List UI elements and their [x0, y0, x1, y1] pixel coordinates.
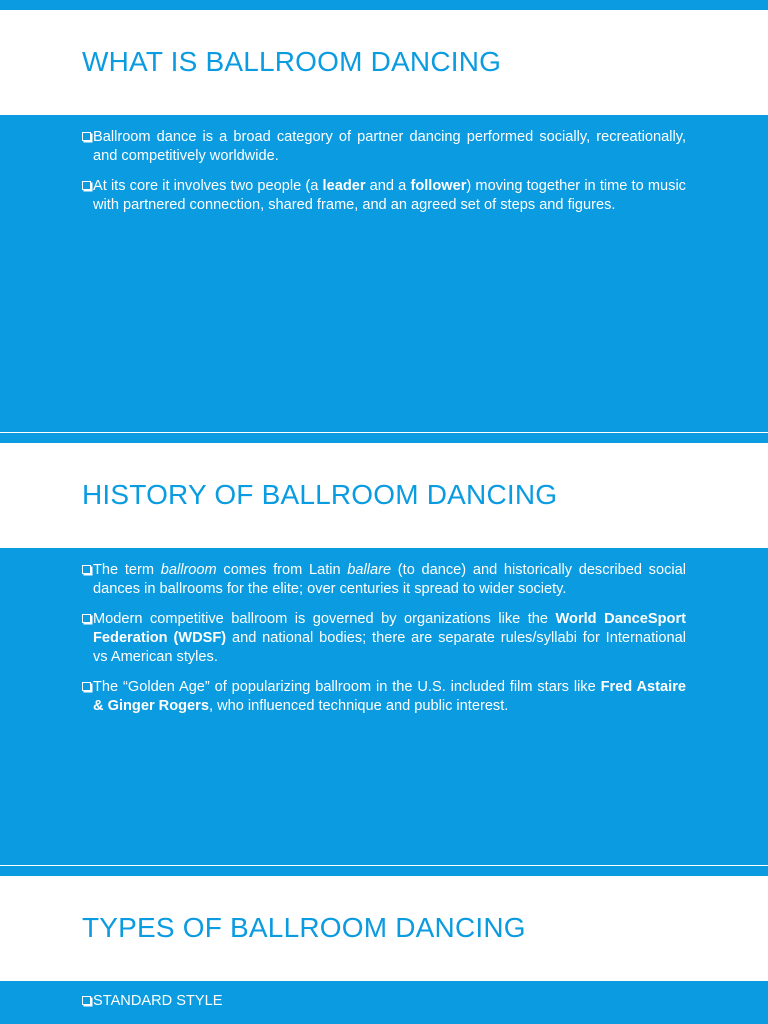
bullet-text: The “Golden Age” of popularizing ballroom in the U.S. included film stars like: [93, 679, 601, 695]
slide-1-top-stripe: [0, 0, 768, 10]
slide-2-content-area: [0, 548, 768, 865]
slide-3-bullets: [82, 992, 686, 1022]
bullet-item: [82, 610, 686, 667]
slide-3-top-stripe: [0, 866, 768, 876]
checkbox-square-icon: [82, 682, 91, 691]
bullet-text: follower: [410, 178, 467, 194]
bullet-text: (to dance) and historically described social dances in ballrooms for the elite; over centuries it spread to wider society.: [93, 562, 686, 597]
bullet-text: leader: [322, 178, 366, 194]
bullet-text: At its core it involves two people (a: [93, 178, 323, 194]
bullet-item: [82, 561, 686, 599]
checkbox-square-icon: [82, 132, 91, 141]
slide-3-title-area: [0, 876, 768, 981]
slide-1-content-area: [0, 115, 768, 433]
slide-3-title: TYPES OF BALLROOM DANCING: [82, 912, 526, 943]
slide-2-bullets: [82, 561, 686, 727]
slide-1-title-area: [0, 10, 768, 115]
bullet-text: Ballroom dance is a broad category of partner dancing performed socially, recreationally, and competitively worldwide.: [93, 129, 686, 164]
bullet-text: and national bodies; there are separate rules/syllabi for International vs American styles.: [93, 630, 687, 665]
bullet-text: ballare: [347, 562, 392, 578]
bullet-text: World DanceSport Federation (WDSF): [93, 611, 686, 646]
slide-1-title: WHAT IS BALLROOM DANCING: [82, 46, 502, 77]
bullet-item: [82, 992, 686, 1011]
bullet-text: The term: [93, 562, 161, 578]
bullet-item: [82, 678, 686, 716]
bullet-item: [82, 177, 686, 215]
checkbox-square-icon: [82, 181, 91, 190]
bullet-text: comes from Latin: [216, 562, 348, 578]
checkbox-square-icon: [82, 565, 91, 574]
slide-2-top-stripe: [0, 433, 768, 443]
bullet-text: Fred Astaire & Ginger Rogers: [93, 679, 686, 714]
slide-2-title: HISTORY OF BALLROOM DANCING: [82, 479, 558, 510]
slide-1-bullets: [82, 128, 686, 226]
bullet-text: , who influenced technique and public interest.: [208, 698, 509, 714]
checkbox-square-icon: [82, 996, 91, 1005]
bullet-text: and a: [365, 178, 411, 194]
bullet-text: ballroom: [160, 562, 217, 578]
slide-2-title-area: [0, 443, 768, 548]
slide-3-content-area: [0, 981, 768, 1024]
bullet-item: [82, 128, 686, 166]
bullet-text: Modern competitive ballroom is governed by organizations like the: [93, 611, 556, 627]
bullet-text: ) moving together in time to music with partnered connection, shared frame, and an agreed set of steps and figures.: [93, 178, 686, 213]
checkbox-square-icon: [82, 614, 91, 623]
bullet-text: STANDARD STYLE: [93, 993, 223, 1009]
